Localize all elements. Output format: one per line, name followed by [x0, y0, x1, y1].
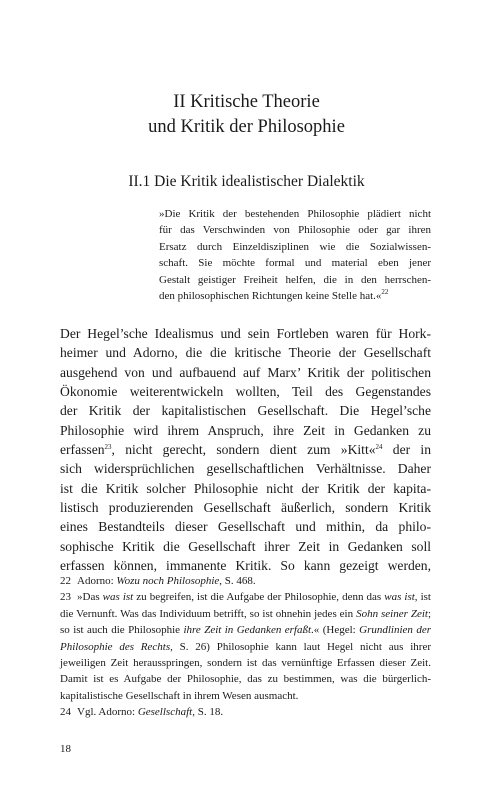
chapter-title-line-1: II Kritische Theorie: [173, 92, 320, 112]
footnote-italic: ihre Zeit in Gedanken erfaßt: [183, 624, 312, 637]
body-line-with-notes: [60, 440, 431, 459]
footnote-number: 23: [60, 591, 71, 604]
epigraph-line-text: den philosophischen Richtungen keine Stelle hat.«: [159, 290, 382, 303]
footnote-ref-23[interactable]: 23: [104, 443, 112, 452]
body-text-segment: , nicht gerecht, sondern dient zum »Kitt«: [111, 442, 376, 458]
footnote-22: [60, 573, 431, 589]
chapter-title: [0, 90, 493, 140]
body-line: ausgehend von und aufbauend auf Marx’ Kritik der politischen: [60, 364, 431, 380]
section-title: II.1 Die Kritik idealistischer Dialektik: [128, 173, 365, 190]
footnote-ref-24[interactable]: 24: [375, 443, 383, 452]
epigraph-line: »Die Kritik der bestehenden Philosophie plädiert nicht: [159, 208, 431, 220]
footnote-24: [60, 704, 431, 720]
footnote-italic: Grundlinien der Philosophie des Rechts: [60, 624, 431, 653]
footnote-italic: Sohn seiner Zeit: [356, 607, 428, 620]
epigraph-quote: [159, 206, 431, 304]
footnote-text: , S. 26) Philosophie kann laut Hegel nicht aus ihrer jeweiligen Zeit herausspringen, sondern ist das vernünftige Erfassen dieser Zeit. Damit ist es Aufgabe der Philosophie, das zu bestimmen, was die bürgerlich-kapitalistische Gesellschaft in ihrem Wesen ausmacht.: [60, 640, 431, 702]
epigraph-line: schaft. Sie möchte formal und material eben jener: [159, 257, 431, 270]
body-line: erfassen können, immanente Kritik. So kann gezeigt werden,: [60, 558, 431, 574]
footnote-number: 22: [60, 575, 71, 587]
body-line: listisch produzierenden Gesellschaft äußerlich, sondern Kritik: [60, 500, 431, 516]
footnote-text: Vgl. Adorno:: [77, 706, 138, 719]
body-line: eines Bestandteils dieser Gesellschaft und mithin, da philo-: [60, 519, 431, 535]
footnote-text: , S. 18.: [192, 706, 224, 719]
body-paragraph: [60, 324, 431, 575]
footnote-text: .« (Hegel:: [311, 624, 360, 637]
epigraph-line-last: [159, 288, 431, 304]
body-line: ist die Kritik solcher Philosophie nicht der Kritik der kapita-: [60, 480, 431, 496]
footnote-number: 24: [60, 706, 71, 719]
body-text-segment: erfassen: [60, 442, 105, 458]
footnote-italic: was ist: [384, 591, 415, 604]
footnote-title: Gesellschaft: [137, 706, 193, 719]
footnote-italic: was ist: [102, 591, 134, 604]
footnote-text: , ist die Vernunft. Was das Individuum betrifft, so ist ohnehin jedes ein: [60, 591, 431, 620]
epigraph-line: für das Verschwinden von Philosophie oder gar ihren: [159, 224, 431, 237]
body-line: sophische Kritik die Gesellschaft ihrer Zeit in Gedanken soll: [60, 538, 431, 554]
epigraph-line: Ersatz durch Einzeldisziplinen wie die Sozialwissen-: [159, 240, 431, 253]
chapter-title-line-2: und Kritik der Philosophie: [148, 117, 345, 137]
body-line: Ökonomie weiterentwickeln wollten, Teil des Gegenstandes: [60, 384, 431, 400]
body-line: Philosophie wird ihrem Anspruch, ihre Zeit in Gedanken zu: [60, 422, 431, 438]
body-line: heimer und Adorno, die die kritische Theorie der Gesellschaft: [60, 345, 431, 361]
page-number: 18: [60, 743, 71, 755]
body-line: sich widersprüchlichen gesellschaftlichen Verhältnisse. Daher: [60, 461, 431, 477]
footnote-ref-22[interactable]: 22: [381, 288, 389, 297]
body-text-segment: der in: [382, 442, 431, 458]
footnote-text: Adorno:: [77, 575, 117, 587]
footnote-23: [60, 589, 431, 704]
body-line: Der Hegel’sche Idealismus und sein Fortleben waren für Hork-: [60, 326, 431, 341]
body-line: der Kritik der kapitalistischen Gesellschaft. Die Hegel’sche: [60, 403, 431, 419]
footnote-text: , S. 468.: [219, 575, 256, 587]
footnote-text: »Das: [77, 591, 103, 604]
footnote-text: ; so ist auch die Philosophie: [60, 607, 432, 637]
epigraph-line: Gestalt geistiger Freiheit helfen, die in den herrschen-: [159, 273, 431, 286]
footnote-title: Wozu noch Philosophie: [116, 575, 220, 587]
footnote-text: zu begreifen, ist die Aufgabe der Philosophie, denn das: [133, 591, 385, 604]
footnotes: [60, 573, 431, 721]
